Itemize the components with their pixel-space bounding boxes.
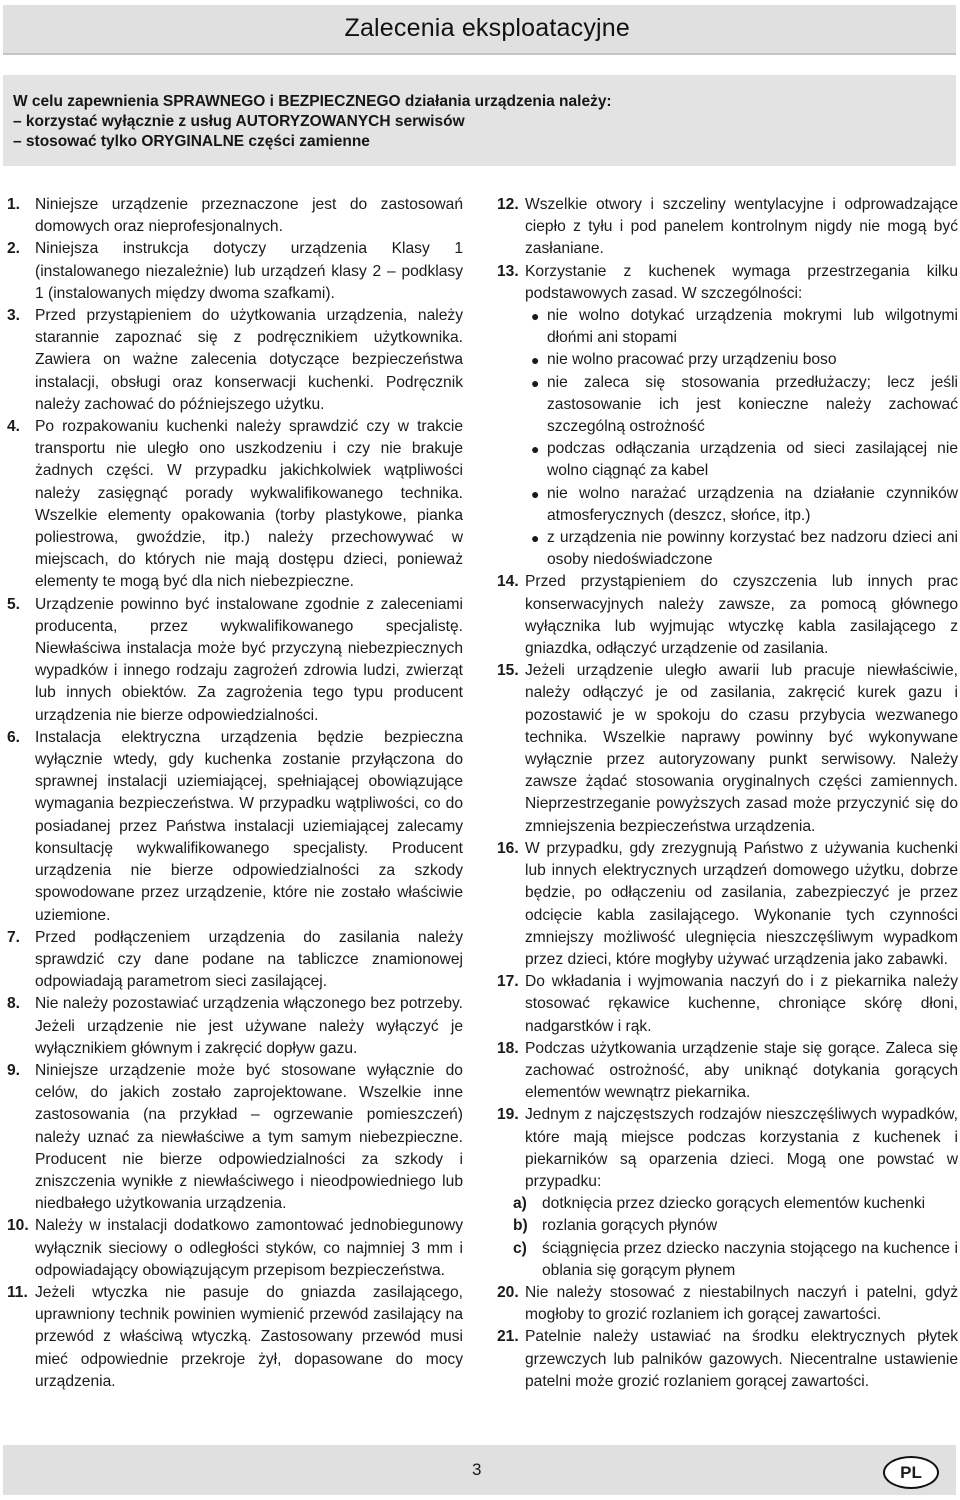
item-text: Należy w instalacji dodatkowo zamontować jednobiegunowy wyłącznik sieciowy o odległości styków, co najmniej 3 mm i odpowiadający obowiązującym przepisom bezpieczeństwa.	[35, 1217, 463, 1279]
bullet-icon: ●	[531, 374, 540, 391]
item-text: Jednym z najczęstszych rodzajów nieszczęśliwych wypadków, które mają miejsce podczas korzystania z kuchenek i piekarników są oparzenia dzieci. Mogą one powstać w przypadku:	[525, 1106, 958, 1190]
list-item	[497, 1104, 958, 1193]
item-number: 13.	[497, 262, 519, 280]
item-number: 4.	[7, 418, 21, 436]
sub-item-text: rozlania gorących płynów	[542, 1217, 718, 1235]
sub-item-letter: b)	[513, 1217, 528, 1235]
bullet-item	[497, 527, 958, 571]
item-number: 7.	[7, 928, 21, 946]
item-text: Nie należy stosować z niestabilnych naczyń i patelni, gdyż mogłoby to grozić rozlaniem ich gorącej zawartości.	[525, 1283, 958, 1324]
bullet-icon: ●	[531, 530, 540, 547]
item-text: Wszelkie otwory i szczeliny wentylacyjne i odprowadzające ciepło z tyłu i pod panelem kontrolnym nigdy nie mogą być zasłaniane.	[525, 196, 958, 258]
item-text: Niniejsze urządzenie może być stosowane wyłącznie do celów, do jakich zostało zaprojektowane. Wszelkie inne zastosowania (na przykład – ogrzewanie pomieszczeń) należy uznać za niewłaściwe a tym samym niebezpieczne. Producent nie bierze odpowiedzialności za szkody i zniszczenia wynikłe z niewłaściwego i nieodpowiedniego lub niedbałego użytkowania urządzenia.	[35, 1061, 463, 1213]
list-item	[7, 238, 463, 305]
item-text: Patelnie należy ustawiać na środku elektrycznych płytek grzewczych lub palników gazowych. Niecentralne ustawienie patelni może grozić rozlaniem gorącej zawartości.	[525, 1328, 958, 1390]
sub-item-letter: c)	[513, 1239, 527, 1257]
list-item	[497, 1326, 958, 1393]
bullet-text: nie wolno narażać urządzenia na działanie czynników atmosferycznych (deszcz, słońce, itp.)	[547, 484, 958, 524]
item-text: Przed przystąpieniem do czyszczenia lub innych prac konserwacyjnych należy zawsze, za pomocą głównego wyłącznika lub wyjmując wtyczkę kabla zasilającego z gniazdka, odłączyć urządzenie od zasilania.	[525, 573, 958, 658]
bullet-icon: ●	[531, 441, 540, 458]
item-number: 16.	[497, 839, 519, 857]
right-column	[497, 194, 958, 1393]
language-badge: PL	[883, 1456, 939, 1489]
item-number: 15.	[497, 662, 519, 680]
bullet-icon: ●	[531, 308, 540, 325]
sub-item-text: dotknięcia przez dziecko gorących elementów kuchenki	[542, 1195, 926, 1213]
item-text: W przypadku, gdy zrezygnują Państwo z używania kuchenki lub innych elektrycznych urządzeń domowego użytku, dobrze będzie, po odłączeniu od zasilania, zabezpieczyć je przez odcięcie kabla zasilającego. Wykonanie tych czynności zmniejszy możliwość ulegnięcia nieszczęśliwym wypadkom przez dzieci, które mogłyby używać urządzenia jako zabawki.	[525, 839, 958, 968]
list-item	[7, 927, 463, 994]
notice-line-3: – stosować tylko ORYGINALNE części zamienne	[13, 133, 370, 150]
sub-item	[497, 1215, 958, 1237]
item-text: Przed przystąpieniem do użytkowania urządzenia, należy starannie zapoznać się z podręcznikiem użytkownika. Zawiera on ważne zalecenia dotyczące bezpieczeństwa instalacji, obsługi oraz konserwacji kuchenki. Podręcznik należy zachować do późniejszego użytku.	[35, 307, 463, 413]
left-column	[7, 194, 463, 1393]
item-text: Nie należy pozostawiać urządzenia włączonego bez potrzeby. Jeżeli urządzenie nie jest używane należy wyłączyć je wyłącznikiem głównym i zakręcić dopływ gazu.	[35, 995, 463, 1057]
list-item	[7, 305, 463, 416]
bullet-icon: ●	[531, 352, 540, 369]
bullet-item	[497, 372, 958, 439]
bullet-item	[497, 349, 958, 371]
item-number: 9.	[7, 1061, 21, 1079]
bullet-text: z urządzenia nie powinny korzystać bez nadzoru dzieci ani osoby niedoświadczone	[547, 529, 958, 569]
item-text: Urządzenie powinno być instalowane zgodnie z zaleceniami producenta, przez wykwalifikowanego specjalistę. Niewłaściwa instalacja może być przyczyną niebezpiecznych wypadków i innego rodzaju zagrożeń zdrowia ludzi, zwierząt lub innych obiektów. Za zagrożenia tego typu producent urządzenia nie bierze odpowiedzialności.	[35, 595, 463, 724]
item-number: 12.	[497, 196, 519, 213]
list-item	[497, 261, 958, 305]
item-number: 2.	[7, 240, 21, 258]
item-number: 8.	[7, 995, 21, 1013]
item-text: Instalacja elektryczna urządzenia będzie bezpieczna wyłącznie wtedy, gdy kuchenka zostanie przyłączona do sprawnej instalacji uziemiającej, spełniającej obowiązujące wymagania bezpieczeństwa. W przypadku wątpliwości, co do posiadanej przez Państwa instalacji uziemiającej zalecamy konsultację wykwalifikowanego specjalisty. Producent urządzenia nie bierze odpowiedzialności za szkody spowodowane przez urządzenie, które nie zostało właściwie uziemione.	[35, 728, 463, 924]
list-item	[497, 194, 958, 261]
title-bar	[3, 5, 956, 55]
notice-box	[3, 75, 956, 166]
list-item	[7, 1215, 463, 1282]
bullet-item	[497, 483, 958, 527]
list-item	[497, 1038, 958, 1105]
item-number: 17.	[497, 973, 519, 991]
bullet-icon: ●	[531, 485, 540, 502]
list-item	[7, 416, 463, 594]
list-item	[497, 971, 958, 1038]
item-text: Podczas użytkowania urządzenie staje się gorące. Zaleca się zachować ostrożność, aby uniknąć dotykania gorących elementów wewnątrz piekarnika.	[525, 1039, 958, 1102]
item-number: 21.	[497, 1328, 519, 1346]
item-number: 20.	[497, 1283, 519, 1301]
item-number: 11.	[7, 1283, 28, 1301]
list-item	[7, 993, 463, 1060]
item-number: 5.	[7, 595, 21, 613]
bullet-text: nie wolno dotykać urządzenia mokrymi lub wilgotnymi dłońmi ani stopami	[547, 307, 958, 347]
list-item	[497, 838, 958, 971]
item-text: Jeżeli wtyczka nie pasuje do gniazda zasilającego, uprawniony technik powinien wymienić przewód zasilający na przewód z właściwą wtyczką. Zastosowany przewód musi mieć odpowiednie przekroje żył, dopasowane do mocy urządzenia.	[35, 1283, 463, 1390]
list-item	[7, 1282, 463, 1393]
list-item	[7, 727, 463, 927]
item-text: Korzystanie z kuchenek wymaga przestrzegania kilku podstawowych zasad. W szczególności:	[525, 262, 958, 302]
notice-line-1: W celu zapewnienia SPRAWNEGO i BEZPIECZNEGO działania urządzenia należy:	[13, 93, 612, 110]
list-item	[7, 1060, 463, 1215]
item-number: 10.	[7, 1217, 29, 1235]
item-text: Jeżeli urządzenie uległo awarii lub pracuje niewłaściwie, należy odłączyć je od zasilania, zakręcić kurek gazu i pozostawić je w spokoju do czasu przybycia wezwanego technika. Wszelkie naprawy powinny być wykonywane wyłącznie przez autoryzowany punkt serwisowy. Należy zawsze żądać stosowania oryginalnych części zamiennych. Nieprzestrzeganie powyższych zasad może przyczynić się do zmniejszenia bezpieczeństwa urządzenia.	[525, 662, 958, 835]
sub-item-letter: a)	[513, 1195, 527, 1213]
item-text: Do wkładania i wyjmowania naczyń do i z piekarnika należy stosować rękawice kuchenne, chroniące skórę dłoni, nadgarstków i rąk.	[525, 973, 958, 1035]
item-number: 3.	[7, 307, 21, 325]
list-item	[7, 594, 463, 727]
bullet-item	[497, 438, 958, 482]
list-item	[497, 1282, 958, 1326]
item-number: 6.	[7, 728, 21, 746]
bullet-text: nie wolno pracować przy urządzeniu boso	[547, 351, 837, 369]
bullet-item	[497, 305, 958, 349]
list-item	[497, 571, 958, 660]
item-number: 14.	[497, 573, 519, 591]
item-number: 1.	[7, 196, 21, 213]
bullet-text: podczas odłączania urządzenia od sieci zasilającej nie wolno ciągnąć za kabel	[547, 440, 958, 480]
list-item	[497, 660, 958, 838]
bullet-text: nie zaleca się stosowania przedłużaczy; lecz jeśli zastosowanie ich jest konieczne należy zachować szczególną ostrożność	[547, 373, 958, 436]
notice-line-2: – korzystać wyłącznie z usług AUTORYZOWANYCH serwisów	[13, 113, 465, 130]
list-item	[7, 194, 463, 238]
item-text: Niniejsza instrukcja dotyczy urządzenia Klasy 1 (instalowanego niezależnie) lub urządzeń klasy 2 – podklasy 1 (instalowanych między dwoma szafkami).	[35, 240, 463, 302]
item-text: Po rozpakowaniu kuchenki należy sprawdzić czy w trakcie transportu nie uległo ono uszkodzeniu i czy nie brakuje żadnych części. W przypadku jakichkolwiek wątpliwości należy zasięgnąć porady wykwalifikowanego technika. Wszelkie elementy opakowania (torby plastykowe, pianka poliestrowa, gwoździe, itp.) należy przechowywać w miejscach, do których nie mają dostępu dzieci, ponieważ elementy te mogą być dla nich niebezpieczne.	[35, 418, 463, 591]
item-number: 19.	[497, 1106, 519, 1124]
item-text: Przed podłączeniem urządzenia do zasilania należy sprawdzić czy dane podane na tabliczce znamionowej odpowiadają parametrom sieci zasilającej.	[35, 928, 463, 991]
item-text: Niniejsze urządzenie przeznaczone jest do zastosowań domowych oraz nieprofesjonalnych.	[35, 196, 463, 236]
sub-item	[497, 1238, 958, 1282]
sub-item-text: ściągnięcia przez dziecko naczynia stojącego na kuchence i oblania się gorącym płynem	[542, 1239, 958, 1279]
sub-item	[497, 1193, 958, 1215]
item-number: 18.	[497, 1039, 519, 1057]
page-number: 3	[472, 1460, 482, 1479]
page-title: Zalecenia eksploatacyjne	[344, 14, 630, 42]
